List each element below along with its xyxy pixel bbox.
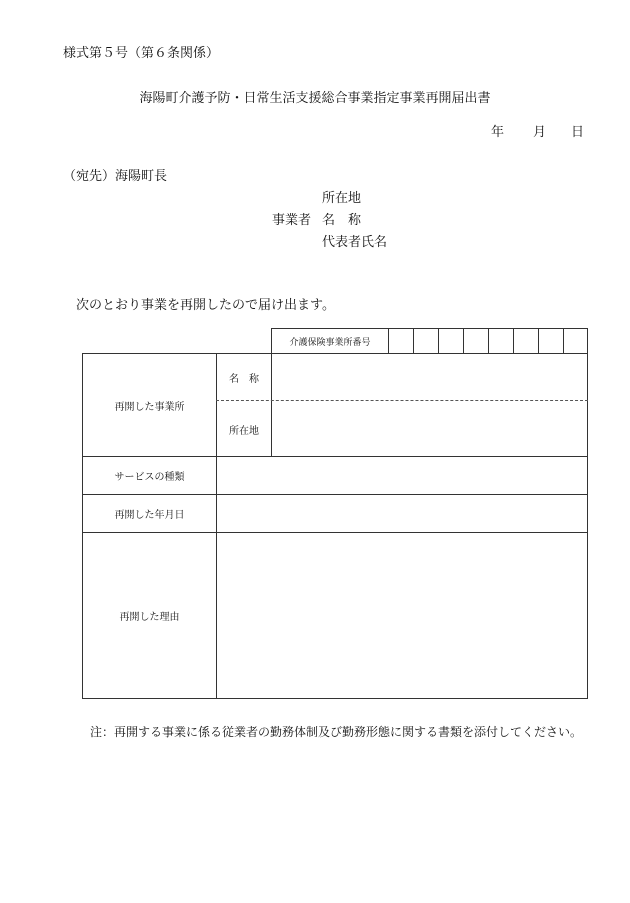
service-type-label: サービスの種類 <box>114 472 185 483</box>
office-number-digit-box[interactable] <box>488 328 514 354</box>
office-label: 再開した事業所 <box>114 401 185 413</box>
office-number-digit-box[interactable] <box>388 328 414 354</box>
office-number-digit-box[interactable] <box>413 328 439 354</box>
intro-text: 次のとおり事業を再開したので届け出ます。 <box>76 298 335 313</box>
office-value-cell[interactable] <box>271 353 588 457</box>
office-divider-dashed <box>216 400 588 401</box>
document-title: 海陽町介護予防・日常生活支援総合事業指定事業再開届出書 <box>139 91 491 106</box>
submitter-address-label: 所在地 <box>322 191 362 206</box>
date-day-label: 日 <box>571 125 585 140</box>
submitter-label: 事業者 <box>272 213 312 228</box>
office-name-label: 名 称 <box>229 373 259 385</box>
submitter-representative-label: 代表者氏名 <box>322 235 388 250</box>
note-text: 注：再開する事業に係る従業者の勤務体制及び勤務形態に関する書類を添付してください。 <box>90 725 583 739</box>
submitter-name-label: 名 称 <box>322 213 362 228</box>
addressee: （宛先）海陽町長 <box>63 169 168 184</box>
reason-value-cell[interactable] <box>216 532 588 699</box>
reason-label: 再開した理由 <box>119 612 180 623</box>
office-address-label: 所在地 <box>229 425 259 437</box>
reopen-date-label: 再開した年月日 <box>114 510 185 521</box>
reopen-date-value-cell[interactable] <box>216 494 588 533</box>
form-number: 様式第５号（第６条関係） <box>63 46 220 61</box>
office-number-label: 介護保険事業所番号 <box>289 337 371 348</box>
office-number-digit-box[interactable] <box>538 328 564 354</box>
service-type-value-cell[interactable] <box>216 456 588 495</box>
office-number-digit-box[interactable] <box>563 328 588 354</box>
office-number-digit-box[interactable] <box>438 328 464 354</box>
office-number-digit-box[interactable] <box>463 328 489 354</box>
office-number-digit-box[interactable] <box>513 328 539 354</box>
date-month-label: 月 <box>533 125 547 140</box>
date-year-label: 年 <box>491 125 505 140</box>
